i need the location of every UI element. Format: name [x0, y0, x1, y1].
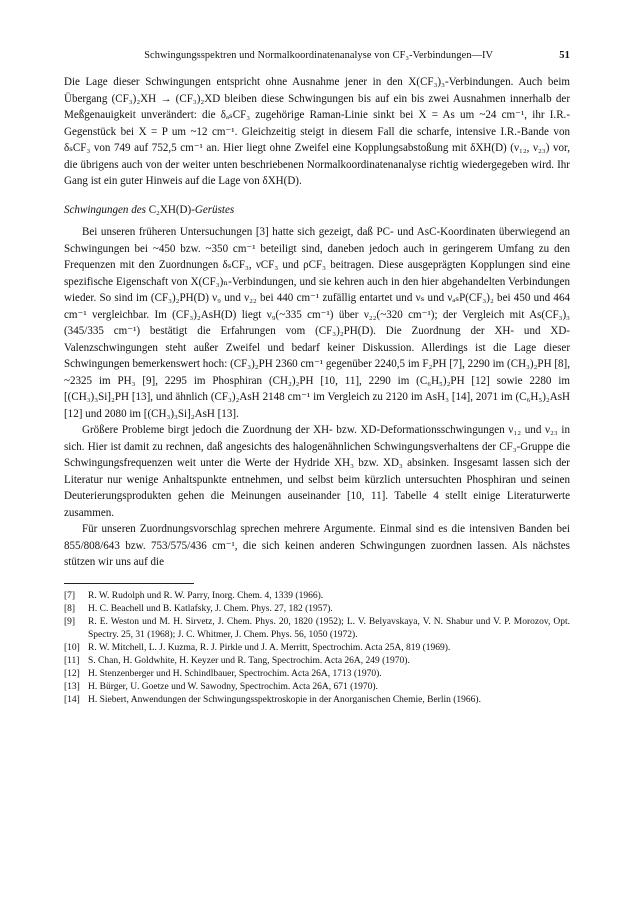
reference-item: [64, 694, 570, 707]
section-title-suffix: -Gerüstes: [191, 203, 235, 216]
paragraph-1: Die Lage dieser Schwingungen entspricht ohne Ausnahme jener in den X(CF₃)₃-Verbindungen. Auch beim Übergang (CF₃)₂XH → (CF₃)₂XD bleiben diese Schwingungen bis auf ein bis zwei Ausnahmen innerhalb der Meßgenauigkeit unverändert: die δₐₛCF₃ zugehörige Raman-Linie sinkt bei X = As um ~24 cm⁻¹, ihr I.R.-Gegenstück bei X = P um ~12 cm⁻¹. Gleichzeitig steigt in diesem Fall die scharfe, intensive I.R.-Bande von δₛCF₃ von 749 auf 752,5 cm⁻¹ an. Hier liegt ohne Zweifel eine Kopplungsabstoßung mit δXH(D) (ν₁₂, ν₂₃) vor, die übrigens auch von der weiter unten beschriebenen Normalkoordinatenanalyse richtig wiedergegeben wird. Ihr Gang ist ein guter Hinweis auf die Lage von δXH(D).: [64, 76, 570, 187]
reference-number: [10]: [64, 642, 80, 653]
reference-text: S. Chan, H. Goldwhite, H. Keyzer und R. Tang, Spectrochim. Acta 26A, 249 (1970).: [88, 655, 410, 666]
paragraph-3: Größere Probleme birgt jedoch die Zuordnung der XH- bzw. XD-Deformationsschwingungen ν₁₂ und ν₂₃ in sich. Hier ist damit zu rechnen, daß angesichts des halogenähnlichen Schwingungsverhaltens der CF₃-Gruppe die Schwingungsfrequenzen weit unter die Werte der Hydride XH₃ bzw. XD₃ absinken. Insgesamt lassen sich der Literatur nur wenige Anhaltspunkte entnehmen, und selbst beim kürzlich untersuchten Phosphiran und seinen Deuterierungsprodukten gehen die Meinungen auseinander [10, 11]. Tabelle 4 stellt einige Literaturwerte zusammen.: [64, 424, 570, 519]
reference-list: [64, 590, 570, 708]
reference-item: [64, 590, 570, 603]
paragraph-4: Für unseren Zuordnungsvorschlag sprechen mehrere Argumente. Einmal sind es die intensiven Banden bei 855/808/643 bzw. 753/575/436 cm⁻¹, die sich keinen anderen Schwingungen zuordnen lassen. Als nächstes stützen wir uns auf die: [64, 523, 570, 568]
reference-item: [64, 616, 570, 642]
reference-text: H. Bürger, U. Goetze und W. Sawodny, Spectrochim. Acta 26A, 671 (1970).: [88, 682, 378, 693]
page-number: 51: [559, 50, 570, 61]
reference-number: [9]: [64, 616, 76, 627]
reference-item: [64, 642, 570, 655]
reference-number: [8]: [64, 603, 76, 614]
section-title-formula: C₂XH(D): [148, 203, 192, 216]
reference-text: R. E. Weston und M. H. Sirvetz, J. Chem. Phys. 20, 1820 (1952); L. V. Belyavskaya, V. N. Shabur und V. P. Morozov, Opt. Spectry. 25, 31 (1968); J. C. Whitmer, J. Chem. Phys. 56, 1050 (1972).: [88, 616, 570, 640]
reference-number: [7]: [64, 590, 76, 601]
running-header: [64, 50, 570, 61]
footnote-rule: [64, 583, 194, 584]
reference-number: [11]: [64, 655, 80, 666]
reference-number: [12]: [64, 669, 80, 680]
reference-text: H. Stenzenberger und H. Schindlbauer, Spectrochim. Acta 26A, 1713 (1970).: [88, 669, 382, 680]
reference-number: [14]: [64, 695, 80, 706]
section-heading: [64, 202, 570, 219]
reference-text: R. W. Mitchell, L. J. Kuzma, R. J. Pirkle und J. A. Merritt, Spectrochim. Acta 25A, 819 (1969).: [88, 642, 451, 653]
running-title: Schwingungsspektren und Normalkoordinatenanalyse von CF₃-Verbindungen—IV: [144, 50, 494, 61]
reference-text: H. C. Beachell und B. Katlafsky, J. Chem. Phys. 27, 182 (1957).: [88, 603, 333, 614]
reference-item: [64, 681, 570, 694]
reference-number: [13]: [64, 682, 80, 693]
reference-item: [64, 655, 570, 668]
reference-item: [64, 603, 570, 616]
paragraph-2: Bei unseren früheren Untersuchungen [3] hatte sich gezeigt, daß PC- und AsC-Koordinaten überwiegend an Schwingungen bei ~450 bzw. ~350 cm⁻¹ beteiligt sind, daneben jedoch auch in geringerem Umfang zu den Frequenzen mit den Zuordnungen δₛCF₃, νCF₃ und ρCF₃ beitragen. Diese ausgeprägten Kopplungen sind eine spezifische Eigenschaft von X(CF₃)ₙ-Verbindungen, und sie kehren auch in den hier abgehandelten Verbindungen wieder. So sind im (CF₃)₂PH(D) ν₉ und ν₂₂ bei 440 cm⁻¹ zufällig entartet und νₛ und νₐₛP(CF₃)₂ bei 450 und 464 cm⁻¹ vergleichbar. Im (CF₃)₂AsH(D) liegt ν₉(~335 cm⁻¹) über ν₂₂(~320 cm⁻¹); der Vergleich mit As(CF₃)₃ (345/335 cm⁻¹) bestätigt die Erfahrungen vom (CF₃)₂PH(D). Die Zuordnung der XH- und XD-Valenzschwingungen steht außer Zweifel und bedarf keiner Diskussion. Allerdings ist die Lage dieser Schwingungen bemerkenswert hoch: (CF₃)₂PH 2360 cm⁻¹ gegenüber 2240,5 im F₂PH [7], 2290 im (CH₃)₂PH [8], ~2325 im PH₃ [9], 2295 im Phosphiran (CH₂)₂PH [10, 11], 2290 im (C₆H₅)₂PH [12] sowie 2280 im [(CH₃)₃Si]₂PH [13], und ähnlich (CF₃)₂AsH 2148 cm⁻¹ im Vergleich zu 2120 im AsH₃ [14], 2071 im (C₆H₅)₂AsH [12] und 2080 im [(CH₃)₃Si]₂AsH [13].: [64, 226, 570, 420]
section-title-italic: Schwingungen des: [64, 203, 146, 216]
reference-text: H. Siebert, Anwendungen der Schwingungsspektroskopie in der Anorganischen Chemie, Berlin (1966).: [88, 695, 481, 706]
paper-page: [64, 50, 570, 707]
reference-text: R. W. Rudolph und R. W. Parry, Inorg. Chem. 4, 1339 (1966).: [88, 590, 324, 601]
reference-item: [64, 668, 570, 681]
